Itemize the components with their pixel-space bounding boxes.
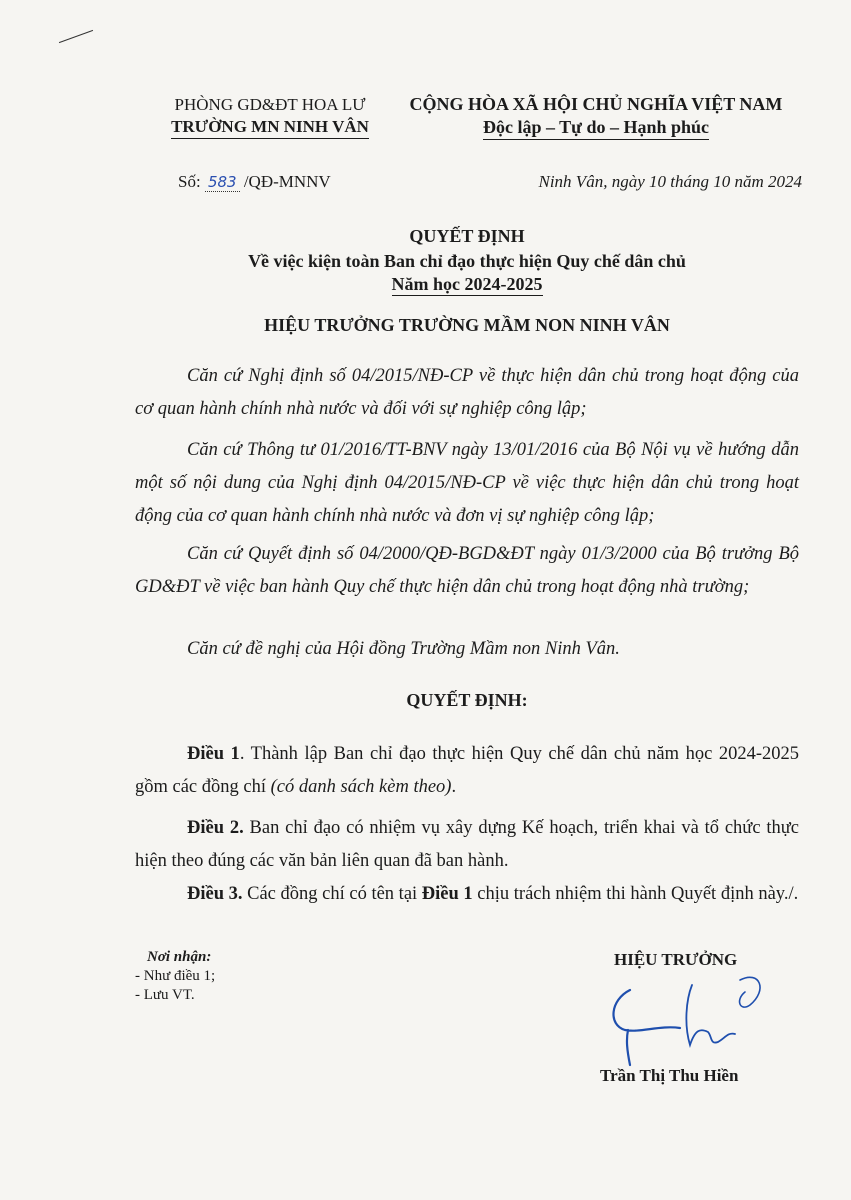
nation-block: [390, 94, 802, 140]
doc-subject-line2: [135, 274, 799, 295]
recipients-block: [135, 948, 215, 1005]
place-date: Ninh Vân, ngày 10 tháng 10 năm 2024: [538, 172, 802, 191]
article-3: [135, 878, 799, 911]
article-1-end: .: [451, 777, 457, 797]
nation-line1: CỘNG HÒA XÃ HỘI CHỦ NGHĨA VIỆT NAM: [409, 94, 783, 114]
signer-name: Trần Thị Thu Hiền: [600, 1066, 739, 1085]
article-1-label: Điều 1: [187, 744, 240, 764]
article-1-note: (có danh sách kèm theo): [270, 777, 452, 797]
basis-paragraph: Căn cứ Nghị định số 04/2015/NĐ-CP về thực hiện dân chủ trong hoạt động của cơ quan hành chính nhà nước và đối với sự nghiệp công lập;: [135, 366, 799, 419]
signer-role: HIỆU TRƯỞNG: [614, 950, 738, 969]
recipient-item: - Lưu VT.: [135, 987, 195, 1003]
article-3-label: Điều 3.: [187, 884, 243, 904]
decision-heading: QUYẾT ĐỊNH:: [406, 690, 528, 710]
doc-number: [178, 172, 331, 192]
article-3-text: Các đồng chí có tên tại: [242, 884, 422, 904]
article-2-text: Ban chỉ đạo có nhiệm vụ xây dựng Kế hoạch, triển khai và tổ chức thực hiện theo đúng các văn bản liên quan đã ban hành.: [135, 818, 799, 871]
recipients-title: Nơi nhận:: [147, 949, 212, 965]
doc-subject-line2-text: Năm học 2024-2025: [391, 274, 543, 294]
article-1-text: . Thành lập Ban chỉ đạo thực hiện Quy chế dân chủ năm học 2024-2025 gồm các đồng chí: [135, 744, 799, 797]
doc-number-handwritten: 583: [205, 173, 240, 192]
nation-line2: Độc lập – Tự do – Hạnh phúc: [483, 117, 709, 140]
doc-number-prefix: Số:: [178, 172, 201, 191]
issuing-authority: HIỆU TRƯỞNG TRƯỜNG MẦM NON NINH VÂN: [264, 315, 670, 335]
handwritten-signature: [600, 970, 770, 1070]
doc-subject-line1: Về việc kiện toàn Ban chỉ đạo thực hiện Quy chế dân chủ: [248, 251, 686, 271]
basis-paragraph: Căn cứ Quyết định số 04/2000/QĐ-BGD&ĐT ngày 01/3/2000 của Bộ trưởng Bộ GD&ĐT về việc ban hành Quy chế thực hiện dân chủ trong hoạt động nhà trường;: [135, 544, 799, 597]
article-3-text2: chịu trách nhiệm thi hành Quyết định này./.: [472, 884, 799, 904]
article-3-ref: Điều 1: [421, 884, 473, 904]
article-1: [135, 738, 799, 804]
basis-paragraph: Căn cứ Thông tư 01/2016/TT-BNV ngày 13/01/2016 của Bộ Nội vụ về hướng dẫn một số nội dung của Nghị định 04/2015/NĐ-CP về việc thực hiện dân chủ trong hoạt động của cơ quan hành chính nhà nước và đơn vị sự nghiệp công lập;: [135, 440, 799, 526]
agency-line1: PHÒNG GD&ĐT HOA LƯ: [174, 95, 366, 114]
agency-line2: TRƯỜNG MN NINH VÂN: [171, 117, 369, 139]
article-2: [135, 812, 799, 878]
doc-title: QUYẾT ĐỊNH: [409, 226, 525, 246]
article-2-label: Điều 2.: [187, 818, 244, 838]
recipient-item: - Như điều 1;: [135, 968, 216, 984]
basis-paragraph: Căn cứ đề nghị của Hội đồng Trường Mầm non Ninh Vân.: [187, 639, 620, 659]
doc-number-suffix: /QĐ-MNNV: [243, 172, 331, 191]
scan-artifact: [59, 30, 93, 43]
agency-block: [140, 95, 400, 139]
